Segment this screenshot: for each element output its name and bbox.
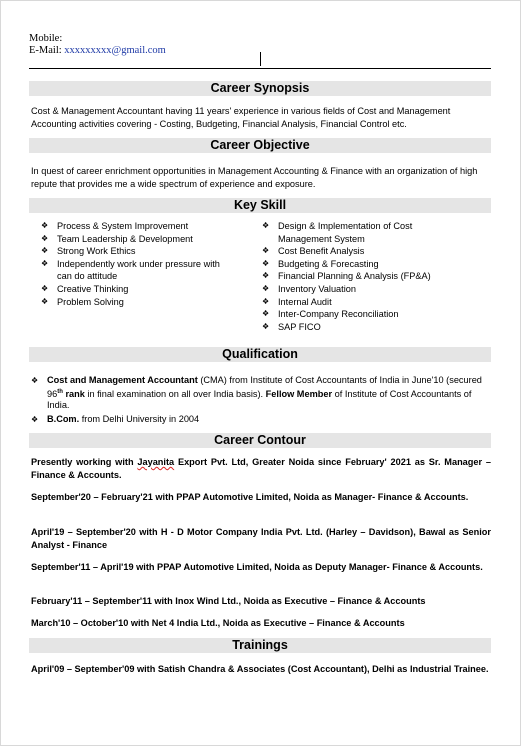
list-item: ❖ Design & Implementation of Cost Management System (262, 221, 413, 244)
synopsis-heading: Career Synopsis (29, 81, 491, 96)
list-item: ❖ Inter-Company Reconciliation (262, 309, 399, 320)
objective-heading: Career Objective (29, 138, 491, 153)
list-item: ❖ Cost Benefit Analysis (262, 246, 365, 257)
diamond-bullet-icon: ❖ (31, 376, 39, 385)
skills-right-list (262, 220, 462, 333)
list-item: ❖ SAP FICO (262, 321, 321, 332)
diamond-bullet-icon: ❖ (262, 221, 270, 230)
list-item: ❖ Cost and Management Accountant (CMA) from Institute of Cost Accountants of India in June'10 (secured 96th rank in final examination on all over India basis). Fellow Member of Institute of Cost Accountants of India. (31, 375, 482, 411)
diamond-bullet-icon: ❖ (262, 296, 270, 306)
contour-item: April'19 – September'20 with H - D Motor Company India Pvt. Ltd. (Harley – Davidson), Bawal as Senior Analyst - Finance (31, 527, 491, 550)
qualification-list (31, 375, 491, 425)
list-item: ❖ Process & System Improvement (41, 221, 189, 231)
skills-left-list (41, 220, 241, 308)
mobile-line (29, 33, 62, 45)
contour-heading: Career Contour (29, 433, 491, 448)
objective-text: In quest of career enrichment opportunities in Management Accounting & Finance with an organization of high repute that provides me a wide spectrum of experience and exposure. (31, 166, 478, 189)
list-item: ❖ Inventory Valuation (262, 283, 356, 294)
list-item: ❖ Internal Audit (262, 296, 332, 307)
synopsis-text: Cost & Management Accountant having 11 years' experience in various fields of Cost and Management Accounting activities covering - Costing, Budgeting, Financial Analysis, Financial Control etc. (31, 106, 451, 129)
company-name: Jayanita (137, 457, 175, 467)
skills-heading: Key Skill (29, 198, 491, 213)
diamond-bullet-icon: ❖ (41, 258, 49, 268)
diamond-bullet-icon: ❖ (41, 246, 49, 256)
diamond-bullet-icon: ❖ (41, 283, 49, 293)
diamond-bullet-icon: ❖ (41, 221, 49, 230)
trainings-heading: Trainings (29, 638, 491, 653)
diamond-bullet-icon: ❖ (262, 271, 270, 281)
list-item: ❖ Independently work under pressure with can do attitude (41, 258, 220, 282)
contour-item: February'11 – September'11 with Inox Wind Ltd., Noida as Executive – Finance & Accounts (31, 596, 426, 606)
diamond-bullet-icon: ❖ (262, 258, 270, 268)
contour-item: Presently working with Jayanita Export Pvt. Ltd, Greater Noida since February' 2021 as Sr. Manager – Finance & Accounts. (31, 457, 491, 480)
contour-item: March'10 – October'10 with Net 4 India Ltd., Noida as Executive – Finance & Accounts (31, 618, 405, 628)
diamond-bullet-icon: ❖ (41, 233, 49, 243)
contour-item: September'11 – April'19 with PPAP Automotive Limited, Noida as Deputy Manager- Finance & Accounts. (31, 562, 483, 572)
list-item: ❖ Team Leadership & Development (41, 233, 193, 244)
list-item: ❖ B.Com. from Delhi University in 2004 (31, 413, 200, 424)
text-cursor (260, 52, 261, 66)
email-label: E-Mail: (29, 45, 62, 56)
trainings-text: April'09 – September'09 with Satish Chandra & Associates (Cost Accountant), Delhi as Industrial Trainee. (31, 664, 489, 674)
list-item: ❖ Budgeting & Forecasting (262, 258, 379, 269)
email-line (29, 45, 166, 57)
diamond-bullet-icon: ❖ (41, 296, 49, 306)
diamond-bullet-icon: ❖ (262, 321, 270, 331)
diamond-bullet-icon: ❖ (31, 414, 39, 424)
diamond-bullet-icon: ❖ (262, 309, 270, 319)
list-item: ❖ Strong Work Ethics (41, 246, 136, 257)
list-item: ❖ Financial Planning & Analysis (FP&A) (262, 271, 431, 282)
mobile-label: Mobile: (29, 33, 63, 44)
header-rule (29, 68, 491, 69)
qualification-heading: Qualification (29, 347, 491, 362)
email-link[interactable]: xxxxxxxxx@gmail.com (64, 45, 166, 56)
contour-item: September'20 – February'21 with PPAP Automotive Limited, Noida as Manager- Finance & Accounts. (31, 492, 469, 502)
diamond-bullet-icon: ❖ (262, 246, 270, 256)
list-item: ❖ Creative Thinking (41, 283, 129, 294)
list-item: ❖ Problem Solving (41, 296, 124, 307)
diamond-bullet-icon: ❖ (262, 283, 270, 293)
